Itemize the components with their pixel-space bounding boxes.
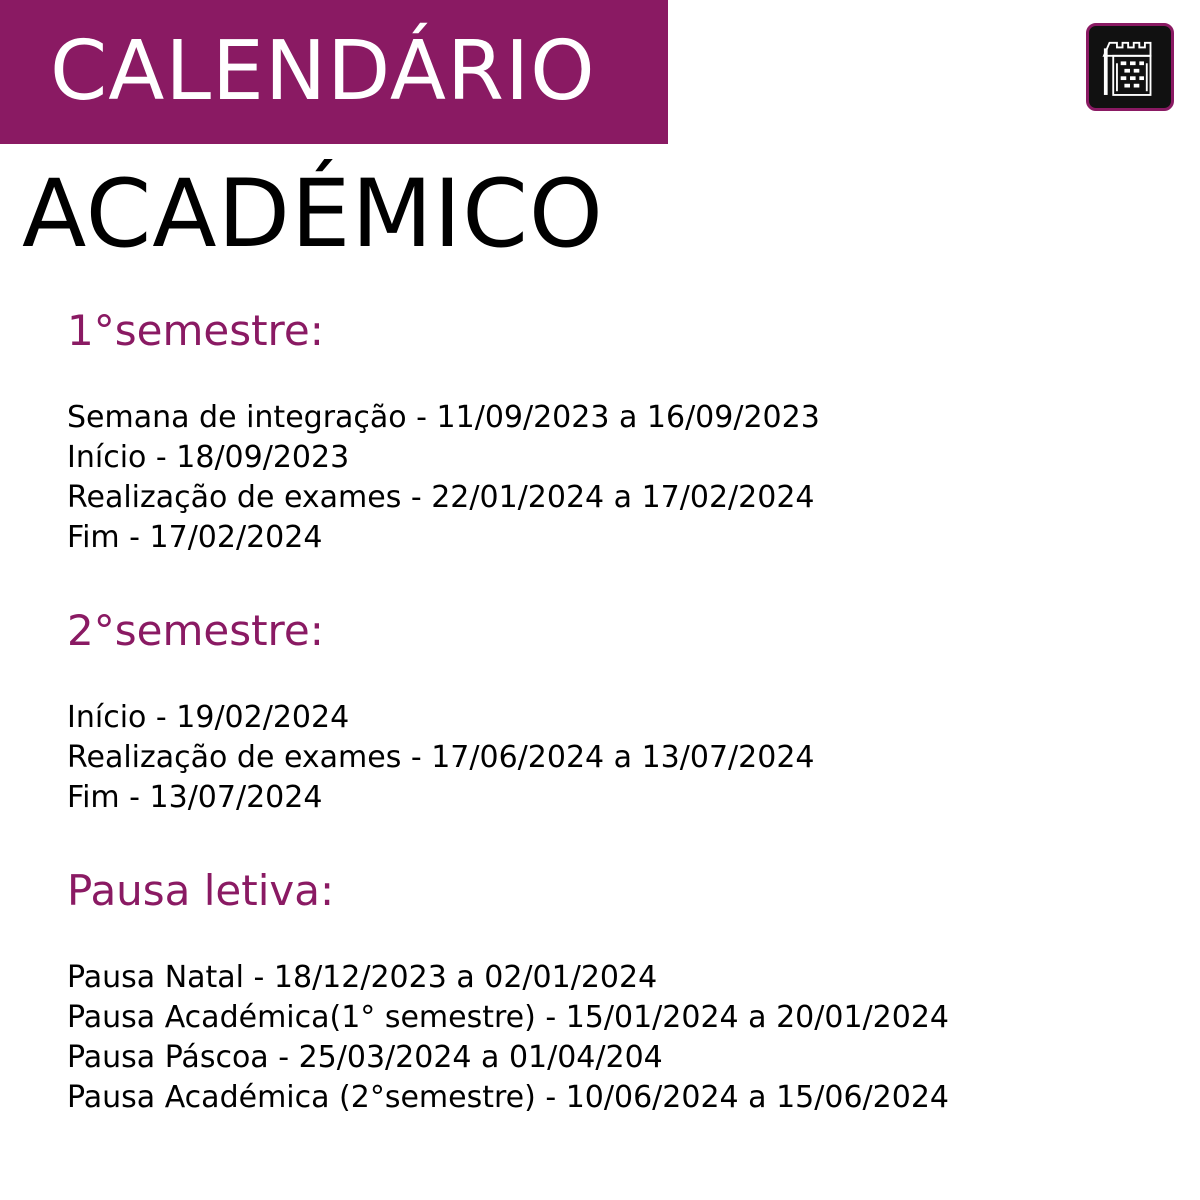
- entry-list: [67, 698, 815, 818]
- entry: Fim - 13/07/2024: [67, 780, 323, 815]
- section-second-semester: [67, 606, 815, 818]
- entry: Pausa Páscoa - 25/03/2024 a 01/04/204: [67, 1040, 663, 1075]
- section-break-periods: [67, 866, 949, 1118]
- title-banner: [0, 0, 668, 144]
- entry-list: [67, 958, 949, 1118]
- entry: Realização de exames - 22/01/2024 a 17/02/2024: [67, 480, 815, 515]
- entry: Início - 18/09/2023: [67, 440, 350, 475]
- entry: Pausa Natal - 18/12/2023 a 02/01/2024: [67, 960, 658, 995]
- entry: Realização de exames - 17/06/2024 a 13/07/2024: [67, 740, 815, 775]
- entry: Pausa Académica (2°semestre) - 10/06/2024 a 15/06/2024: [67, 1080, 949, 1115]
- entry: Semana de integração - 11/09/2023 a 16/09/2023: [67, 400, 820, 435]
- entry: Fim - 17/02/2024: [67, 520, 323, 555]
- title-line-2: ACADÉMICO: [22, 160, 604, 269]
- entry-list: [67, 398, 820, 558]
- section-first-semester: [67, 306, 820, 558]
- section-heading: Pausa letiva:: [67, 866, 335, 915]
- entry: Início - 19/02/2024: [67, 700, 350, 735]
- entry: Pausa Académica(1° semestre) - 15/01/2024 a 20/01/2024: [67, 1000, 949, 1035]
- section-heading: 1°semestre:: [67, 306, 324, 355]
- castle-tower-logo-icon: [1086, 23, 1174, 111]
- title-line-1: CALENDÁRIO: [50, 24, 596, 119]
- section-heading: 2°semestre:: [67, 606, 324, 655]
